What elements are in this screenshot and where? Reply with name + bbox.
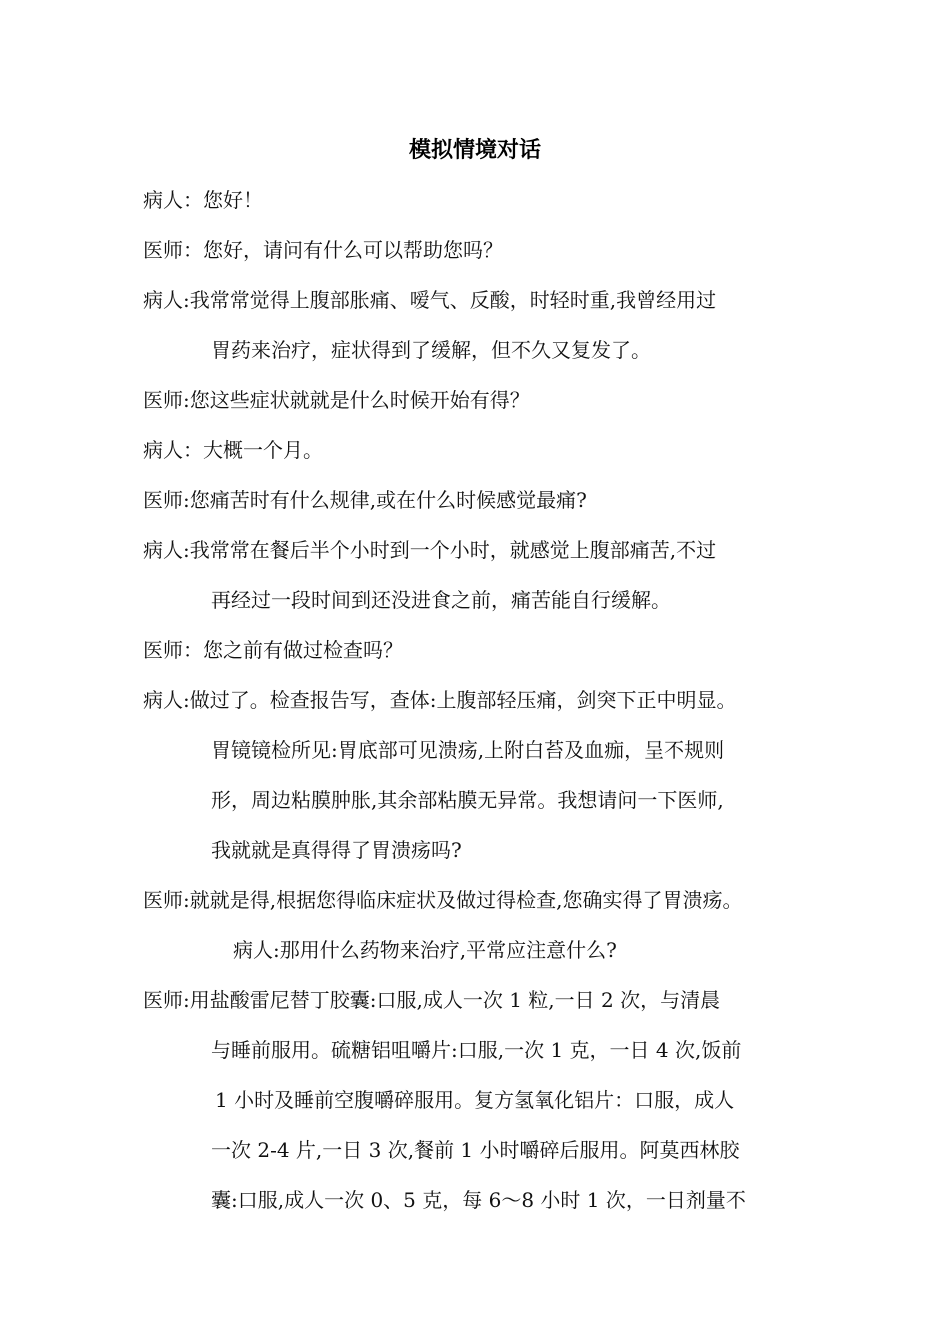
- dialogue-line: 医师：您好，请问有什么可以帮助您吗？: [143, 238, 503, 262]
- dialogue-line-continuation: 1 小时及睡前空腹嚼碎服用。复方氢氧化铝片：口服，成人: [215, 1088, 735, 1112]
- dialogue-line-continuation: 一次 2-4 片,一日 3 次,餐前 1 小时嚼碎后服用。阿莫西林胶: [211, 1138, 740, 1162]
- dialogue-line: 医师:用盐酸雷尼替丁胶囊:口服,成人一次 1 粒,一日 2 次，与清晨: [143, 988, 721, 1012]
- dialogue-line-continuation: 再经过一段时间到还没进食之前，痛苦能自行缓解。: [211, 588, 671, 612]
- dialogue-line-continuation: 胃药来治疗，症状得到了缓解，但不久又复发了。: [211, 338, 651, 362]
- dialogue-line-continuation: 囊:口服,成人一次 0、5 克，每 6～8 小时 1 次，一日剂量不: [211, 1188, 746, 1212]
- dialogue-line: 病人：大概一个月。: [143, 438, 323, 462]
- dialogue-line: 病人：您好！: [143, 188, 263, 212]
- dialogue-line: 医师:就就是得,根据您得临床症状及做过得检查,您确实得了胃溃疡。: [143, 888, 743, 912]
- dialogue-line: 医师:您痛苦时有什么规律,或在什么时候感觉最痛?: [143, 488, 587, 512]
- dialogue-line: 医师：您之前有做过检查吗？: [143, 638, 403, 662]
- dialogue-line-continuation: 我就就是真得得了胃溃疡吗?: [211, 838, 462, 862]
- dialogue-line: 病人:做过了。检查报告写，查体:上腹部轻压痛，剑突下正中明显。: [143, 688, 737, 712]
- dialogue-line-continuation: 胃镜镜检所见:胃底部可见溃疡,上附白苔及血痂，呈不规则: [211, 738, 725, 762]
- dialogue-line: 病人:我常常觉得上腹部胀痛、嗳气、反酸，时轻时重,我曾经用过: [143, 288, 717, 312]
- dialogue-line: 病人:我常常在餐后半个小时到一个小时，就感觉上腹部痛苦,不过: [143, 538, 717, 562]
- dialogue-line: 病人:那用什么药物来治疗,平常应注意什么?: [233, 938, 617, 962]
- dialogue-line: 医师:您这些症状就就是什么时候开始有得？: [143, 388, 530, 412]
- dialogue-line-continuation: 形，周边粘膜肿胀,其余部粘膜无异常。我想请问一下医师,: [211, 788, 724, 812]
- document-title: 模拟情境对话: [408, 138, 541, 163]
- dialogue-line-continuation: 与睡前服用。硫糖铝咀嚼片:口服,一次 1 克，一日 4 次,饭前: [211, 1038, 742, 1062]
